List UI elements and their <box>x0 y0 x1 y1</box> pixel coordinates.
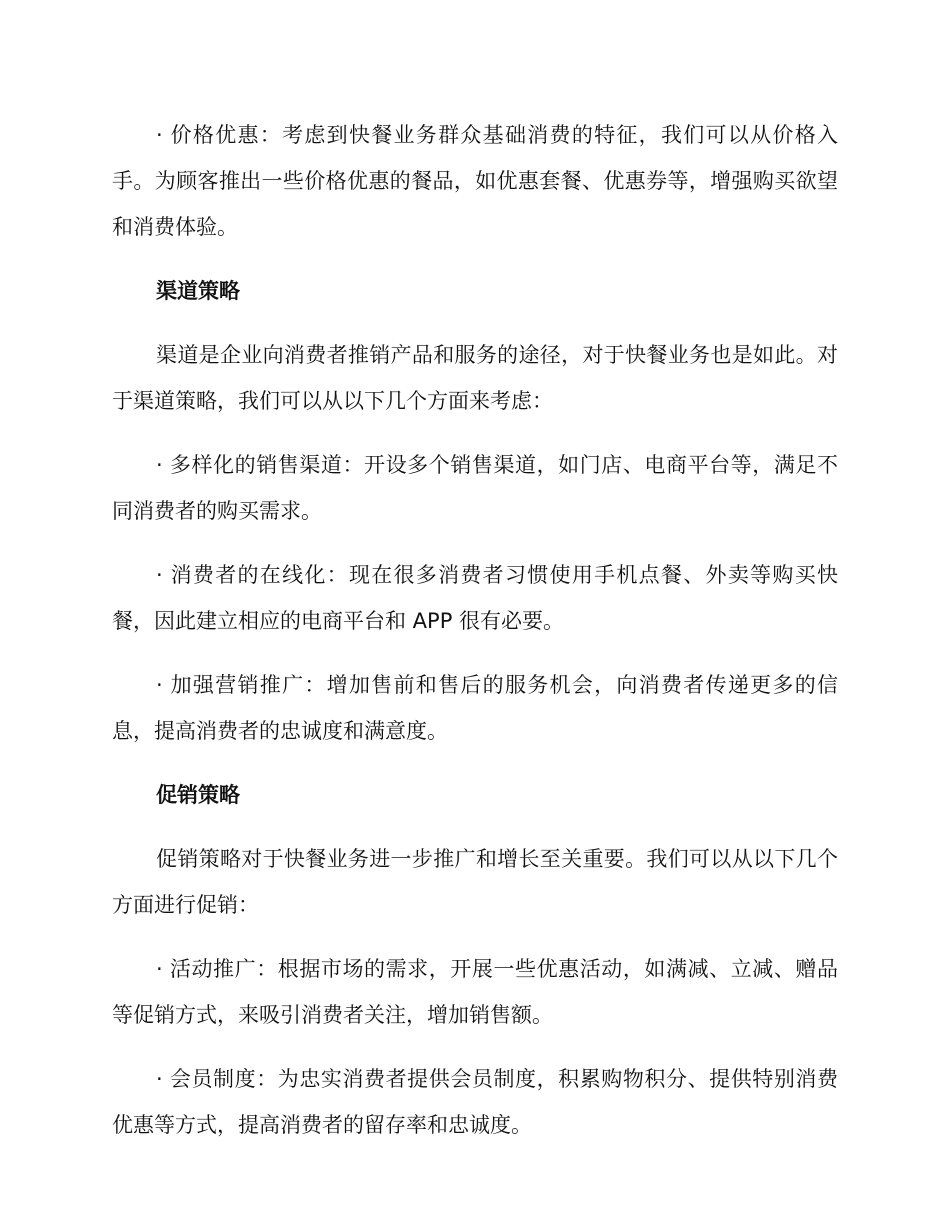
paragraph-marketing-promotion: · 加强营销推广：增加售前和售后的服务机会，向消费者传递更多的信息，提高消费者的忠诚度和满意度。 <box>112 673 838 743</box>
paragraph-price-discount: · 价格优惠：考虑到快餐业务群众基础消费的特征，我们可以从价格入手。为顾客推出一些价格优惠的餐品，如优惠套餐、优惠券等，增强购买欲望和消费体验。 <box>112 123 838 239</box>
paragraph-activity-promotion: · 活动推广：根据市场的需求，开展一些优惠活动，如满减、立减、赠品等促销方式，来吸引消费者关注，增加销售额。 <box>112 957 838 1027</box>
paragraph-promotion-intro: 促销策略对于快餐业务进一步推广和增长至关重要。我们可以从以下几个方面进行促销： <box>112 847 838 917</box>
paragraph-membership: · 会员制度：为忠实消费者提供会员制度，积累购物积分、提供特别消费优惠等方式，提高消费者的留存率和忠诚度。 <box>112 1067 838 1137</box>
heading-channel-strategy: 渠道策略 <box>156 279 240 303</box>
paragraph-channel-intro: 渠道是企业向消费者推销产品和服务的途径，对于快餐业务也是如此。对于渠道策略，我们可以从以下几个方面来考虑： <box>112 343 838 413</box>
paragraph-diverse-channels: · 多样化的销售渠道：开设多个销售渠道，如门店、电商平台等，满足不同消费者的购买需求。 <box>112 453 838 523</box>
paragraph-online-consumers: · 消费者的在线化：现在很多消费者习惯使用手机点餐、外卖等购买快餐，因此建立相应的电商平台和 APP 很有必要。 <box>112 563 838 633</box>
heading-promotion-strategy: 促销策略 <box>156 783 240 807</box>
